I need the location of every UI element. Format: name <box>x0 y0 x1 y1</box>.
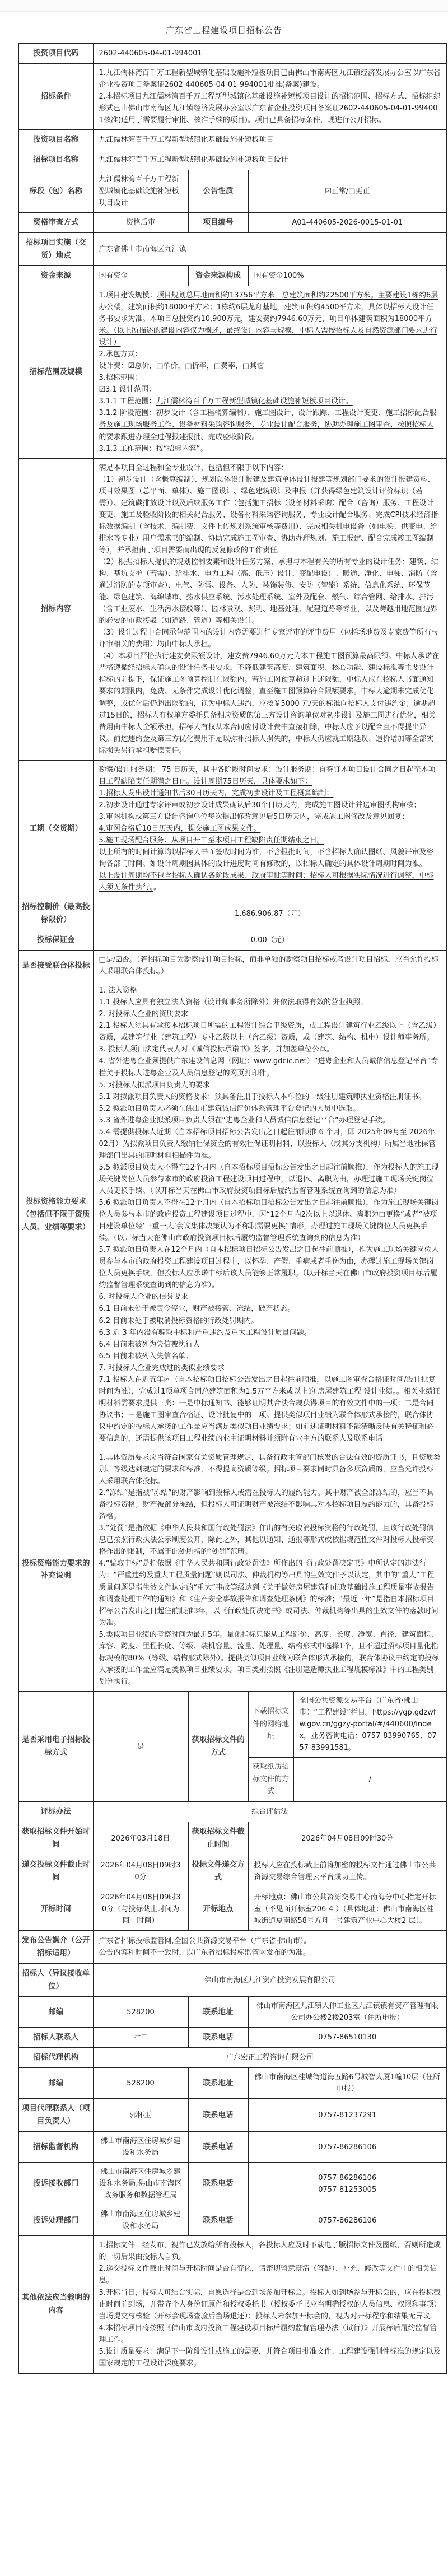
underlined-text: 2.初步设计通过专家评审或初步设计成果确认后30个日历天内，完成施工图设计并送审图机构审核； <box>99 800 421 809</box>
table-row <box>18 2068 447 2099</box>
field-label: 工期（交货期） <box>18 760 93 897</box>
page-title: 广东省工程建设项目招标公告 <box>165 25 282 35</box>
field-value: 2026年04月08日09时30分（与投标截止时间为同一时间） <box>93 1888 188 1931</box>
field-value <box>93 981 447 1448</box>
field-label: 投标保证金 <box>18 930 93 951</box>
text-segment: 6.1 目前未处于被责令停业，财产被接管、冻结，破产状态。 <box>99 1305 295 1313</box>
field-label: 获取招标文件开始时间 <box>18 1822 93 1855</box>
field-value <box>93 1931 447 1964</box>
field-value: 国有资金 <box>93 266 188 286</box>
paragraph <box>99 2239 441 2263</box>
underlined-text: 75 <box>159 765 174 774</box>
underlined-text: 以上所有的时间计算均以招标人书面签收时间为准，不含报批时间，不含招标人确认图纸、风貌评审及咨询各部门时间。如设计周期因具体的设计进度时间有修改的，以招标人确定的具体设计周期时间为准。 <box>99 848 434 869</box>
table-row <box>18 1802 447 1822</box>
field-value <box>93 760 447 897</box>
text-segment: 6.4 目前未被列为失信被执行人 <box>99 1340 200 1349</box>
field-label: 联系电话 <box>188 2131 248 2162</box>
paragraph <box>99 1103 441 1115</box>
paragraph <box>99 556 441 627</box>
table-row <box>18 1691 447 1757</box>
field-label: 招标项目名称 <box>18 150 93 170</box>
text-segment: 2.承包方式： <box>99 350 142 359</box>
text-segment: 6. 对投标人企业的信誉要求 <box>99 1293 189 1302</box>
table-row <box>18 2099 447 2132</box>
field-label: 发布公告媒介（公开招标适用） <box>18 1931 93 1964</box>
text-segment: 5.1 对拟派项目负责人的资格要求：须具备注册于投标人本单位的一级注册建筑师执业资格注册证书。 <box>99 1092 426 1101</box>
field-value: 综合评估法 <box>93 1802 447 1822</box>
paragraph <box>99 1244 441 1291</box>
table-row <box>18 2048 447 2068</box>
paragraph <box>99 1115 441 1126</box>
text-segment: （3）设计过程中合同承包范围内的设计内容需要进行专家评审的评审费用（包括场地费及专家费等所有与评审相关的费用）均由中标人承担。 <box>99 628 438 649</box>
text-segment: 5.类似项目业绩的考察时间为最近5年。量化指标只能从工程造价、高度、长度、净宽、直径、建筑面积、库容、跨度、里程长度、等级、装机容量、流量、处理量、结构形式中选择1个，且不超过招标项目量化指标规模的80%（等级、结构形式除外）。提供类似项目业绩为联合体形式承接的，联合体协议中约定的投标人承接的工作量应满足类似项目业绩要求。项目类别按照《注册建造师执业工程规模标准》中的工程类别划分执行。 <box>99 1630 439 1686</box>
underlined-text: 按“招标内容”。 <box>156 444 208 453</box>
paragraph <box>99 799 441 811</box>
field-label: 招标范围及规模 <box>18 286 93 458</box>
field-label: 开标时间 <box>18 1888 93 1931</box>
field-label: 投诉处理部门 <box>18 2205 93 2236</box>
underlined-text: 设计服务期：自签订本项目设计合同之日起至本项目工程缺陷责任期满之日止。设计周期75日历天，具体要求如下： <box>99 765 436 786</box>
field-label: 招标条件 <box>18 63 93 129</box>
text-segment: 5. 对投标人拟派项目负责人的要求 <box>99 1080 211 1089</box>
field-value: 1,686,906.87（元） <box>93 897 447 930</box>
paragraph <box>99 395 441 407</box>
paragraph <box>99 1339 441 1350</box>
text-segment: 2.1 投标人须具有承接本招标项目所需的工程设计综合甲级资质，或工程设计建筑行业乙级以上（含乙级）资质，或建筑行业（建筑工程）专业乙级以上（含乙级）资质，或（建筑、结构、机电）设计师事务所。 <box>99 1022 441 1042</box>
table-row <box>18 2205 447 2236</box>
text-segment: 5.7 拟派项目负责人在12个月内（自本招标项目招标公告发出之日起往前顺推），作为施工现场关键岗位人员参与本市的政府投资工程建设项目过程中，以怀孕、产假、重病或者重伤为由，办理过施工现场关键岗位人员更换手续，但投标人应承诺中标后该人员能够正常履职。（以开标当天在佛山市政府投资项目标后履约监督管理系统查询到的信息为准）。 <box>99 1246 439 1290</box>
field-label: 联系电话 <box>188 2028 248 2048</box>
paragraph <box>99 462 441 474</box>
text-segment: ☑3.1 设计范围： <box>99 385 156 394</box>
paragraph <box>99 764 441 788</box>
table-row <box>18 760 447 897</box>
field-value: 广东宏正工程咨询有限公司 <box>93 2048 447 2068</box>
field-value: 528200 <box>93 1997 188 2028</box>
field-value: 郭怀玉 <box>93 2099 188 2132</box>
field-value: 0757-86286106 <box>248 2205 447 2236</box>
text-segment: 2.本招标项目九江儒林湾百千万工程新型城镇化基础设施补短板项目设计的招标范围、招标方式、招标组织形式已由佛山市南海区九江镇经济发展办公室以广东省企业投资项目备案证2602-440605-04-01-994001核准(适用于需要履行审批、核准手续的项目)。项目已具备招标条件，现进行公开招标。 <box>99 92 441 125</box>
field-value <box>93 2236 447 2373</box>
field-label: 联系电话 <box>188 2205 248 2236</box>
underlined-text: 初步设计（含工程概算编制）、施工图设计、设计跟踪、工程设计变更、施工招标配合服务及施工现场服务工作、设备材料采购咨询服务、专业设计配合服务，协助办理施工图审查、按照招标人的要求跟进办理全过程报建报批、完成验收阶段。 <box>99 409 437 441</box>
field-value <box>93 286 447 458</box>
field-label: 招标人（异议接收单位） <box>18 1964 93 1997</box>
paragraph <box>99 1020 441 1044</box>
field-value: 2026年04月08日09时30分 <box>93 1855 188 1888</box>
field-label: 资格审查方式 <box>18 213 93 233</box>
field-label: 投资项目代码 <box>18 43 93 63</box>
paragraph <box>99 348 441 360</box>
field-value: A01-440605-2026-0015-01-01 <box>248 213 447 233</box>
field-value: 是 <box>93 1691 188 1802</box>
paragraph <box>99 1126 441 1162</box>
text-segment: 7.1 投标人在近五年内（自本招标项目招标公告发出之日起往前顺推，以施工图审查合格证时间/设计批复时间为准），完成过1项单项合同总建筑面积为1.5万平方米或以上的 房屋建筑工程 设计业绩。。相关业绩证明材料需要求提供三类：一是中标通知书、能够证明其合法合规获得项目的有效文件中的一项；二是合同协议书；三是施工图审查合格证、设计批复中的一项。提供类似项目业绩为联合体形式承接的，联合体协议中约定的投标人承接的工作量应当满足类似项目业绩要求；如前述证明材料不能清晰反映有关特征和必要信息的，还需提供该项目工程业绩的业主证明材料并须附有业主方的联系人及联系电话 <box>99 1375 440 1443</box>
paragraph <box>99 985 441 996</box>
field-label: 公告性质 <box>188 170 248 213</box>
top-strip <box>0 0 448 12</box>
paragraph <box>99 823 441 835</box>
field-label: 招标代理机构 <box>18 2048 93 2068</box>
text-segment: 4. 省外进粤企业须提供广东建设信息网（网址：www.gdcic.net）“进粤企业和人员诚信信息登记平台”专栏关于投标人进粤企业及人员信息登记的网页打印件。 <box>99 1057 438 1078</box>
field-value: 528200 <box>93 2068 188 2099</box>
field-label: 递交投标文件截止时间 <box>18 1855 93 1888</box>
text-segment: 满足本项目全过程和全专业设计，包括但不限于以下内容： <box>99 463 288 472</box>
paragraph <box>99 1522 441 1558</box>
field-label: 是否接受联合体投标 <box>18 951 93 981</box>
text-segment: 日历天，其中各阶段时间要求： <box>173 765 276 774</box>
table-body <box>18 43 447 2373</box>
table-row <box>18 2131 447 2162</box>
field-value: 佛山市南海区住房城乡建设和水务局,佛山市南海区政务服务和数据管理局 <box>93 2163 188 2205</box>
text-segment: 1.项目建设规模： <box>99 291 157 300</box>
paragraph <box>99 1091 441 1103</box>
table-row <box>18 2028 447 2048</box>
paragraph <box>99 1629 441 1688</box>
field-label: 邮编 <box>18 2068 93 2099</box>
text-segment: 5.设计质量要求：满足下一阶段设计或施工的需要，并符合项目批准文件、工程建设强制性标准的规定以及国家规定的工程设计深度要求。 <box>99 2347 441 2368</box>
text-segment: 0757-86286106 <box>318 2173 377 2182</box>
table-row <box>18 43 447 63</box>
paragraph <box>99 1935 441 1947</box>
field-label: 联系地址 <box>188 1997 248 2028</box>
table-row <box>18 2236 447 2373</box>
paragraph <box>99 360 441 372</box>
paragraph <box>99 846 441 870</box>
paragraph <box>99 1374 441 1445</box>
table-row <box>18 951 447 981</box>
field-label: 开标地点 <box>188 1888 248 1931</box>
paragraph <box>99 443 441 455</box>
text-segment: 3.“处罚”是指依据《中华人民共和国行政处罚法》作出的有关取消投标资格的行政处罚，且该行政处罚信息已按照行政执法公示制度公开，除此之外，其他以通知、通报等形式或依据规范性文件对投标人投标资格作出的限制，不属于此处所指的“处罚”范畴。 <box>99 1524 434 1557</box>
field-value: 佛山市南海区桂城街道海五路6号城智大厦1幢10层（住所申报） <box>248 2068 447 2099</box>
field-value: 2026年04月08日09时30分 <box>248 1822 447 1855</box>
announcement-table <box>18 43 447 2374</box>
field-value: 九江儒林湾百千万工程新型城镇化基础设施补短板项目设计 <box>93 150 447 170</box>
field-label: 联系地址 <box>188 2068 248 2099</box>
field-label: 其他依法应当载明的内容 <box>18 2236 93 2373</box>
text-segment: 4.本招标项目将按照《佛山市政府投资工程建设项目标后履约监督管理办法（试行）》开展标后履约监督管理工作。 <box>99 2323 437 2344</box>
field-label: 是否采用电子招标投标方式 <box>18 1691 93 1802</box>
text-segment: 2. 对投标人企业的资质要求 <box>99 1010 189 1019</box>
paragraph <box>99 870 441 893</box>
field-value <box>93 63 447 129</box>
table-row <box>18 233 447 266</box>
text-segment: 2.递交投标文件截止时间与开标时间是否有变化，请密切留意澄清（答疑）、补充、修改等文件中的相关信息。 <box>99 2265 437 2285</box>
paragraph <box>99 1327 441 1339</box>
text-segment: 。 <box>153 883 161 892</box>
field-value: 0.00（元） <box>93 930 447 951</box>
table-row <box>18 897 447 930</box>
table-row <box>18 1822 447 1855</box>
text-segment: 1.1 投标人应具有独立法人资格（设计师事务所除外）并依法取得有效的营业执照。 <box>99 998 368 1007</box>
table-row <box>18 130 447 150</box>
table-row <box>18 458 447 760</box>
field-value: 0757-81237291 <box>248 2099 447 2132</box>
field-label: 评标办法 <box>18 1802 93 1822</box>
field-value: 广东省佛山市南海区九江镇 <box>93 233 447 266</box>
field-sublabel: 获取纸质招标文件的方式 <box>248 1758 293 1802</box>
paragraph <box>99 1008 441 1020</box>
paragraph <box>99 67 441 91</box>
paragraph <box>99 1558 441 1628</box>
field-label: 招标人联系人 <box>18 2028 93 2048</box>
text-segment: 3.1.1 工程范围： <box>99 397 156 406</box>
paragraph <box>99 91 441 126</box>
paragraph <box>99 1055 441 1079</box>
text-segment: 3.招标范围： <box>99 374 142 383</box>
field-label: 招标项目实施（交货）地点 <box>18 233 93 266</box>
paragraph <box>99 1197 441 1244</box>
text-segment: 3. 投标人须由法定代表人对《诚信投标承诺书》签字，并加盖单位公章。 <box>99 1045 334 1054</box>
table-row <box>18 266 447 286</box>
text-segment: 1. 法人资格 <box>99 986 138 995</box>
field-label: 投标资格能力要求（包括但不限于资质人员、业绩等要求） <box>18 981 93 1448</box>
paragraph <box>99 2322 441 2346</box>
field-value: 佛山市南海区九江镇大伸工业区九江镇镇有资产管理有限公司办公楼2楼203室（住所申报） <box>248 1997 447 2028</box>
field-value: 0757-86286106 <box>248 2131 447 2162</box>
field-value: ☑正常/□更正 <box>248 170 447 213</box>
text-segment: 1.招标文件一经发布，视作已发放给所有投标人，各投标人应及时下载电子版招标文件及图纸，否则所造成的一切后果由投标人自负。 <box>99 2241 441 2262</box>
paragraph <box>99 1044 441 1055</box>
field-label: 项目编号 <box>188 213 248 233</box>
text-segment: （4）本项目严格执行建安费限额设计，建安费7946.60万元为本工程施工图预算最高限额。中标人承诺在严格遵循经招标人确认的设计任务书要求，不降低建筑高度、建筑面积、核心功能、建设标准等主要设计指标的前提下，保证施工图预算控制在限额内。若施工图预算超过上述限额，中标人应在招标人书面通知要求的期限内，免费、无条件完成设计优化调整，直至施工图预算符合限额要求。中标人逾期未完成优化调整，或优化后仍超出限额的，视为中标人违约，应按￥5000 元/天的标准向招标人支付违约金；逾期超过15日的，招标人有权单方委托具备相应资质的第三方设计咨询单位对初步设计及施工图进行优化，相关费用由中标人全额承担，招标人有权从本合同应付设计费中直接扣除，中标人应予以配合且不得提出异议。前述违约金及第三方优化费用不足以弥补招标人损失的，中标人仍应就工期延误、造价增加等全部实际损失另行承担赔偿责任。 <box>99 652 440 755</box>
paragraph <box>99 788 441 799</box>
table-row <box>18 930 447 951</box>
text-segment: 3.1.3 工作范围： <box>99 444 156 453</box>
text-segment: 1.九江儒林湾百千万工程新型城镇化基础设施补短板项目已由佛山市南海区九江镇经济发展办公室以广东省企业投资项目备案证2602-440605-04-01-994001批准(备案)建设。 <box>99 68 441 89</box>
field-value: 九江儒林湾百千万工程新型城镇化基础设施补短板项目设计 <box>93 170 188 213</box>
field-value: 2026年03月18日 <box>93 1822 188 1855</box>
field-label: 标段（包）名称 <box>18 170 93 213</box>
text-segment: 5.2 拟派项目负责人必须在佛山市建筑诚信评价体系管理平台登记的人员中选取。 <box>99 1104 361 1113</box>
table-row <box>18 1997 447 2028</box>
paragraph <box>99 627 441 650</box>
paragraph <box>99 1162 441 1197</box>
field-sublabel: 下载招标文件的网络地址 <box>248 1691 293 1757</box>
underlined-text: 以上设计周期均不包含招标人确认各阶段成果、政府审批等时间；招标人可根据实际情况进行调整，中标人须无条件执行。 <box>99 872 434 892</box>
field-value: 资格后审 <box>93 213 188 233</box>
field-value: □是/☑否。（若招标项目为勘察设计项目招标，而非单独的勘察项目招标或者设计项目招标，应当允许投标人采用联合体投标。） <box>93 951 447 981</box>
table-row <box>18 1964 447 1997</box>
text-segment: 广东省招标投标监管网,全国公共资源交易平台（广东省·佛山市）。 <box>99 1937 311 1946</box>
text-segment: 3.开标当日，投标人可结合实际，自愿选择是否到场参加开标会。投标人如到场参与开标会的，应在投标截止时间前到场，并带齐个人身份证原件和授权委托书（授权委托书应当明确授权的人员信息、权限和事项）当场提交与核验（开标会现场查验后当场退还）；投标人未参加开标会的，视为对开标程序和结果无异议。 <box>99 2288 441 2321</box>
text-segment: 公告内容和时间不一致时，以广东省招标投标监管网发布的为准。 <box>99 1949 310 1958</box>
paragraph <box>99 384 441 395</box>
field-value: 叶工 <box>93 2028 188 2048</box>
field-label: 资金来源 <box>18 266 93 286</box>
text-segment: （1）初步设计（含概算编制）、规划总体设计报建及建筑单体设计报建等规划部门要求的设计报建资料、项目效果图（总平面、单体）、施工图设计、绿色建筑设计及申报（并获得绿色建筑设计评价标识（若需））、建筑碳排放设计以及后续服务工作（包括施工招标（设备材料采购）配合（咨询）服务、工程设计变更、施工及验收阶段的相关配合服务、设备材料采购咨询服务、专业设计配合服务、完成CPI技术经济指标数据编制（含技术、编制费、文件上传规划系统审核等费用）、完成相关机电设备（如电梯、供变电、给排水等专业）用户需求书的编制、协助完成施工图审查、协助办理规划、施工报建、配合完成竣工图编制等），并承担由于项目需要而出现的反复修改的工作责任。 <box>99 475 438 555</box>
text-segment: 5.5 拟派项目负责人不得在12个月内（自本招标项目招标公告发出之日起往前顺推），作为投标人的施工现场关键岗位人员参与本市的政府投资工程建设项目过程中，以退休、离职为由，办理过施工现场关键岗位人员更换手续。（以开标当天在佛山市政府投资项目标后履约监督管理系统查询到的信息为准） <box>99 1163 439 1195</box>
table-row <box>18 1931 447 1964</box>
field-value: / <box>293 1758 447 1802</box>
text-segment: 6.3 近 3 年内没有骗取中标和严重违约及重大工程设计质量问题。 <box>99 1328 311 1337</box>
text-segment: 3.1.2 阶段范围： <box>99 409 156 418</box>
field-value: 2602-440605-04-01-994001 <box>93 43 447 63</box>
underlined-text: 4.审图合格后10日历天内，提交施工图成果文件。 <box>99 824 261 833</box>
field-label: 招标内容 <box>18 458 93 760</box>
table-row <box>18 213 447 233</box>
underlined-text: 九江儒林湾百千万工程新型城镇化基础设施补短板项目设计。 <box>156 397 353 406</box>
field-label: 获取招标文件的方式 <box>188 1691 248 1802</box>
text-segment: 勘察/设计服务期： <box>99 765 160 774</box>
paragraph <box>254 2184 441 2196</box>
paragraph <box>99 1947 441 1959</box>
table-row <box>18 63 447 129</box>
text-segment: 7. 对投标人企业完成过的类似业绩要求 <box>99 1363 225 1372</box>
paragraph <box>99 1303 441 1315</box>
paragraph <box>99 835 441 846</box>
text-segment: 设计费：☑总价，□单价，□折率，□费率，□其它 <box>99 362 264 371</box>
field-label: 投诉接收部门 <box>18 2163 93 2205</box>
table-row <box>18 150 447 170</box>
field-value: 投标人应在投标截止前将加密的投标文件通过佛山市公共资源交易综合管理云平台成功上传。 <box>248 1855 447 1888</box>
field-value <box>248 2163 447 2205</box>
field-label: 联系电话 <box>188 2099 248 2132</box>
table-row <box>18 1888 447 1931</box>
paragraph <box>99 650 441 756</box>
text-segment: 6.2 目前未处于被取消投标资格的行政处罚期内。 <box>99 1316 259 1325</box>
text-segment: 0757-81253005 <box>318 2185 377 2194</box>
table-row <box>18 2163 447 2205</box>
underlined-text: 1.招标人发出设计通知书后30日历天内，完成初步设计及工程概算编制； <box>99 789 334 798</box>
download-url-cell: 全国公共资源交易平台（广东省·佛山市）“工程建设”栏目。https://ygp.gdzwfw.gov.cn/ggzy-portal/#/440600/index，业务咨询电话：0757-83990765、0757-83991581。 <box>293 1691 447 1757</box>
paragraph <box>99 2287 441 2322</box>
paragraph <box>99 1452 441 1487</box>
paragraph <box>99 474 441 556</box>
field-value <box>93 1448 447 1692</box>
table-row <box>18 1448 447 1692</box>
text-segment: 5.3 省外进粤企业拟派项目负责人须在“进粤企业和人员诚信信息登记平台”办理登记手续。 <box>99 1116 390 1125</box>
text-segment: 2.“冻结”是指被“冻结”的财产影响到投标人或潜在投标人的履约能力。其中财产被全部冻结的，应当不具备投标资格；财产被部分冻结，但投标人可证明财产被冻结不影响其对本招标项目履约能力的，具备投标资格。 <box>99 1489 434 1521</box>
text-segment: 5.4 需提供投标人近期（自本招标项目招标公告发出之日起往前顺推 6 个月，即 2025年09月至 2026年 02月）为拟派项目负责人缴纳社保资金的有效社保证明材料，以投标人（或其分支机构）所属当地社保管理部门出具的证明材料扫描件为准。 <box>99 1128 436 1160</box>
text-segment: 1.具体资质要求应当符合国家有关资质管理规定，具备行政主管部门核发的合法有效的资质证书，且资质类别、等级达到规定的要求和标准，不得提高资质等级。招标项目要求同时具备多项资质的，应当允许投标人采用联合体投标。 <box>99 1454 441 1486</box>
paragraph <box>99 407 441 442</box>
underlined-text: 3.审图机构或第三方设计咨询单位每次提出修改意见后5日历天内，完成施工图修改及意见回复； <box>99 812 409 821</box>
table-row <box>18 286 447 458</box>
table-row <box>18 1855 447 1888</box>
field-label: 资金来源构成 <box>188 266 248 286</box>
paragraph <box>99 290 441 348</box>
field-value <box>93 458 447 760</box>
field-label: 项目代理联系人（项目负责人） <box>18 2099 93 2132</box>
field-value: 佛山市南海区九江资产投资发展有限公司 <box>93 1964 447 1997</box>
field-value: 九江儒林湾百千万工程新型城镇化基础设施补短板项目 <box>93 130 447 150</box>
paragraph <box>99 1315 441 1327</box>
paragraph <box>99 2263 441 2286</box>
field-label: 投标资格能力要求的补充说明 <box>18 1448 93 1692</box>
underlined-text: 项目规划总用地面积约13756平方米，总建筑面积约22500平方米。主要建设1栋约6层办公楼，建筑面积约18000平方米；1栋约6层龙舟基地，建筑面积约4500平方米，具体以招标人设计任务书要求为准。本项目总投资约10,900万元，建安费约7946.60万元，项目单体建筑面积为18000平方米。（以上所描述的建设内容仅为概述，最终设计内容与规模，中标人需按招标人及自然资源部门要求进行设计） <box>99 291 438 347</box>
paragraph <box>99 1487 441 1522</box>
field-value: 佛山市南海区住房城乡建设和水务局 <box>93 2131 188 2162</box>
field-value: 佛山市南海区住房城乡建设和水务局 <box>93 2205 188 2236</box>
text-segment: 5.6 拟派项目负责人不得在12个月内（自本招标项目招标公告发出之日起往前顺推），作为施工现场关键岗位人员参与本市的政府投资工程建设项目过程中，因“12个月内2次以上以退休、离职为由更换”或者“被项目建设单位经‘三重一大’会议集体决策认为不称职需要更换”情形，办理过施工现场关键岗位人员更换手续。（以开标当天在佛山市政府投资项目标后履约监督管理系统查询到的信息为准） <box>99 1199 439 1243</box>
paragraph <box>254 2172 441 2184</box>
paragraph <box>99 1079 441 1091</box>
underlined-text: 5.施工现场配合服务：从项目开工至本项目工程缺陷责任期结束之日。 <box>99 836 324 845</box>
text-segment: 6.5 目前未被列入失信名单。 <box>99 1352 193 1361</box>
field-value: 0757-86510130 <box>248 2028 447 2048</box>
paragraph <box>99 1350 441 1362</box>
field-label: 招标监督机构 <box>18 2131 93 2162</box>
field-label: 投标文件递交方式 <box>188 1855 248 1888</box>
field-label: 投资项目名称 <box>18 130 93 150</box>
text-segment: 4.“骗取中标”是指依据《中华人民共和国行政处罚法》所作出的《行政处罚决定书》中所认定的违法行为；“严重违约及重大工程质量问题”则以司法、仲裁机构等出具的生效文件予以认定，其中的“重大”工程质量问题是指生效文件认定的“重大”事故等级达到《关于做好房屋建筑和市政基础设施工程质量事故报告和调查处理工作的通知》和《生产安全事故报告和调查处理条例》的标准；“最近三年”是指自本招标项目招标公告发出之日起往前顺推3年，以《行政处罚决定书》或司法、仲裁机构等出具的生效文件的落款时间为准。 <box>99 1559 438 1627</box>
text-segment: （2）根据招标人提供的规划控制要素和设计任务方案，承担与本程有关的所有专业的设计任务：建筑、结构、基坑支护（若需）、给排水、电力工程（高、低压）设计、变配电设计、暖通、净化、电梯、消防（含通过消防的专项审查）、电气、防雷、设备、人防、装饰装修、安防（智能）系统、信息化系统、环保节能、绿色建筑、海绵城市、热水供应系统、污水处理系统、室外及配套、燃气、综合管网、给排水、排污（含工业废水、生活污水接驳等）、园林景观、照明、地基处理、配建道路等专业，以及跨越用地范围边界的必要的市政接驳（如道路、管道）等相关设计。 <box>99 557 438 626</box>
paragraph <box>99 372 441 384</box>
field-label: 邮编 <box>18 1997 93 2028</box>
paragraph <box>99 811 441 823</box>
field-label: 招标控制价（最高投标限价） <box>18 897 93 930</box>
table-row <box>18 170 447 213</box>
paragraph <box>99 1291 441 1303</box>
paragraph <box>99 996 441 1008</box>
field-label: 获取招标文件截止时间 <box>188 1822 248 1855</box>
field-value: 国有资金100% <box>248 266 447 286</box>
paragraph <box>99 2346 441 2369</box>
field-label: 联系电话 <box>188 2163 248 2205</box>
table-row <box>18 981 447 1448</box>
paragraph <box>99 1362 441 1374</box>
field-value: 开标地点：佛山市公共资源交易中心南海分中心指定开标室（不见面开标室206-4 ）（具体地址：佛山市南海区桂城街道夏南路58号方舟一号建筑产业中心大楼2 层）。 <box>248 1888 447 1931</box>
